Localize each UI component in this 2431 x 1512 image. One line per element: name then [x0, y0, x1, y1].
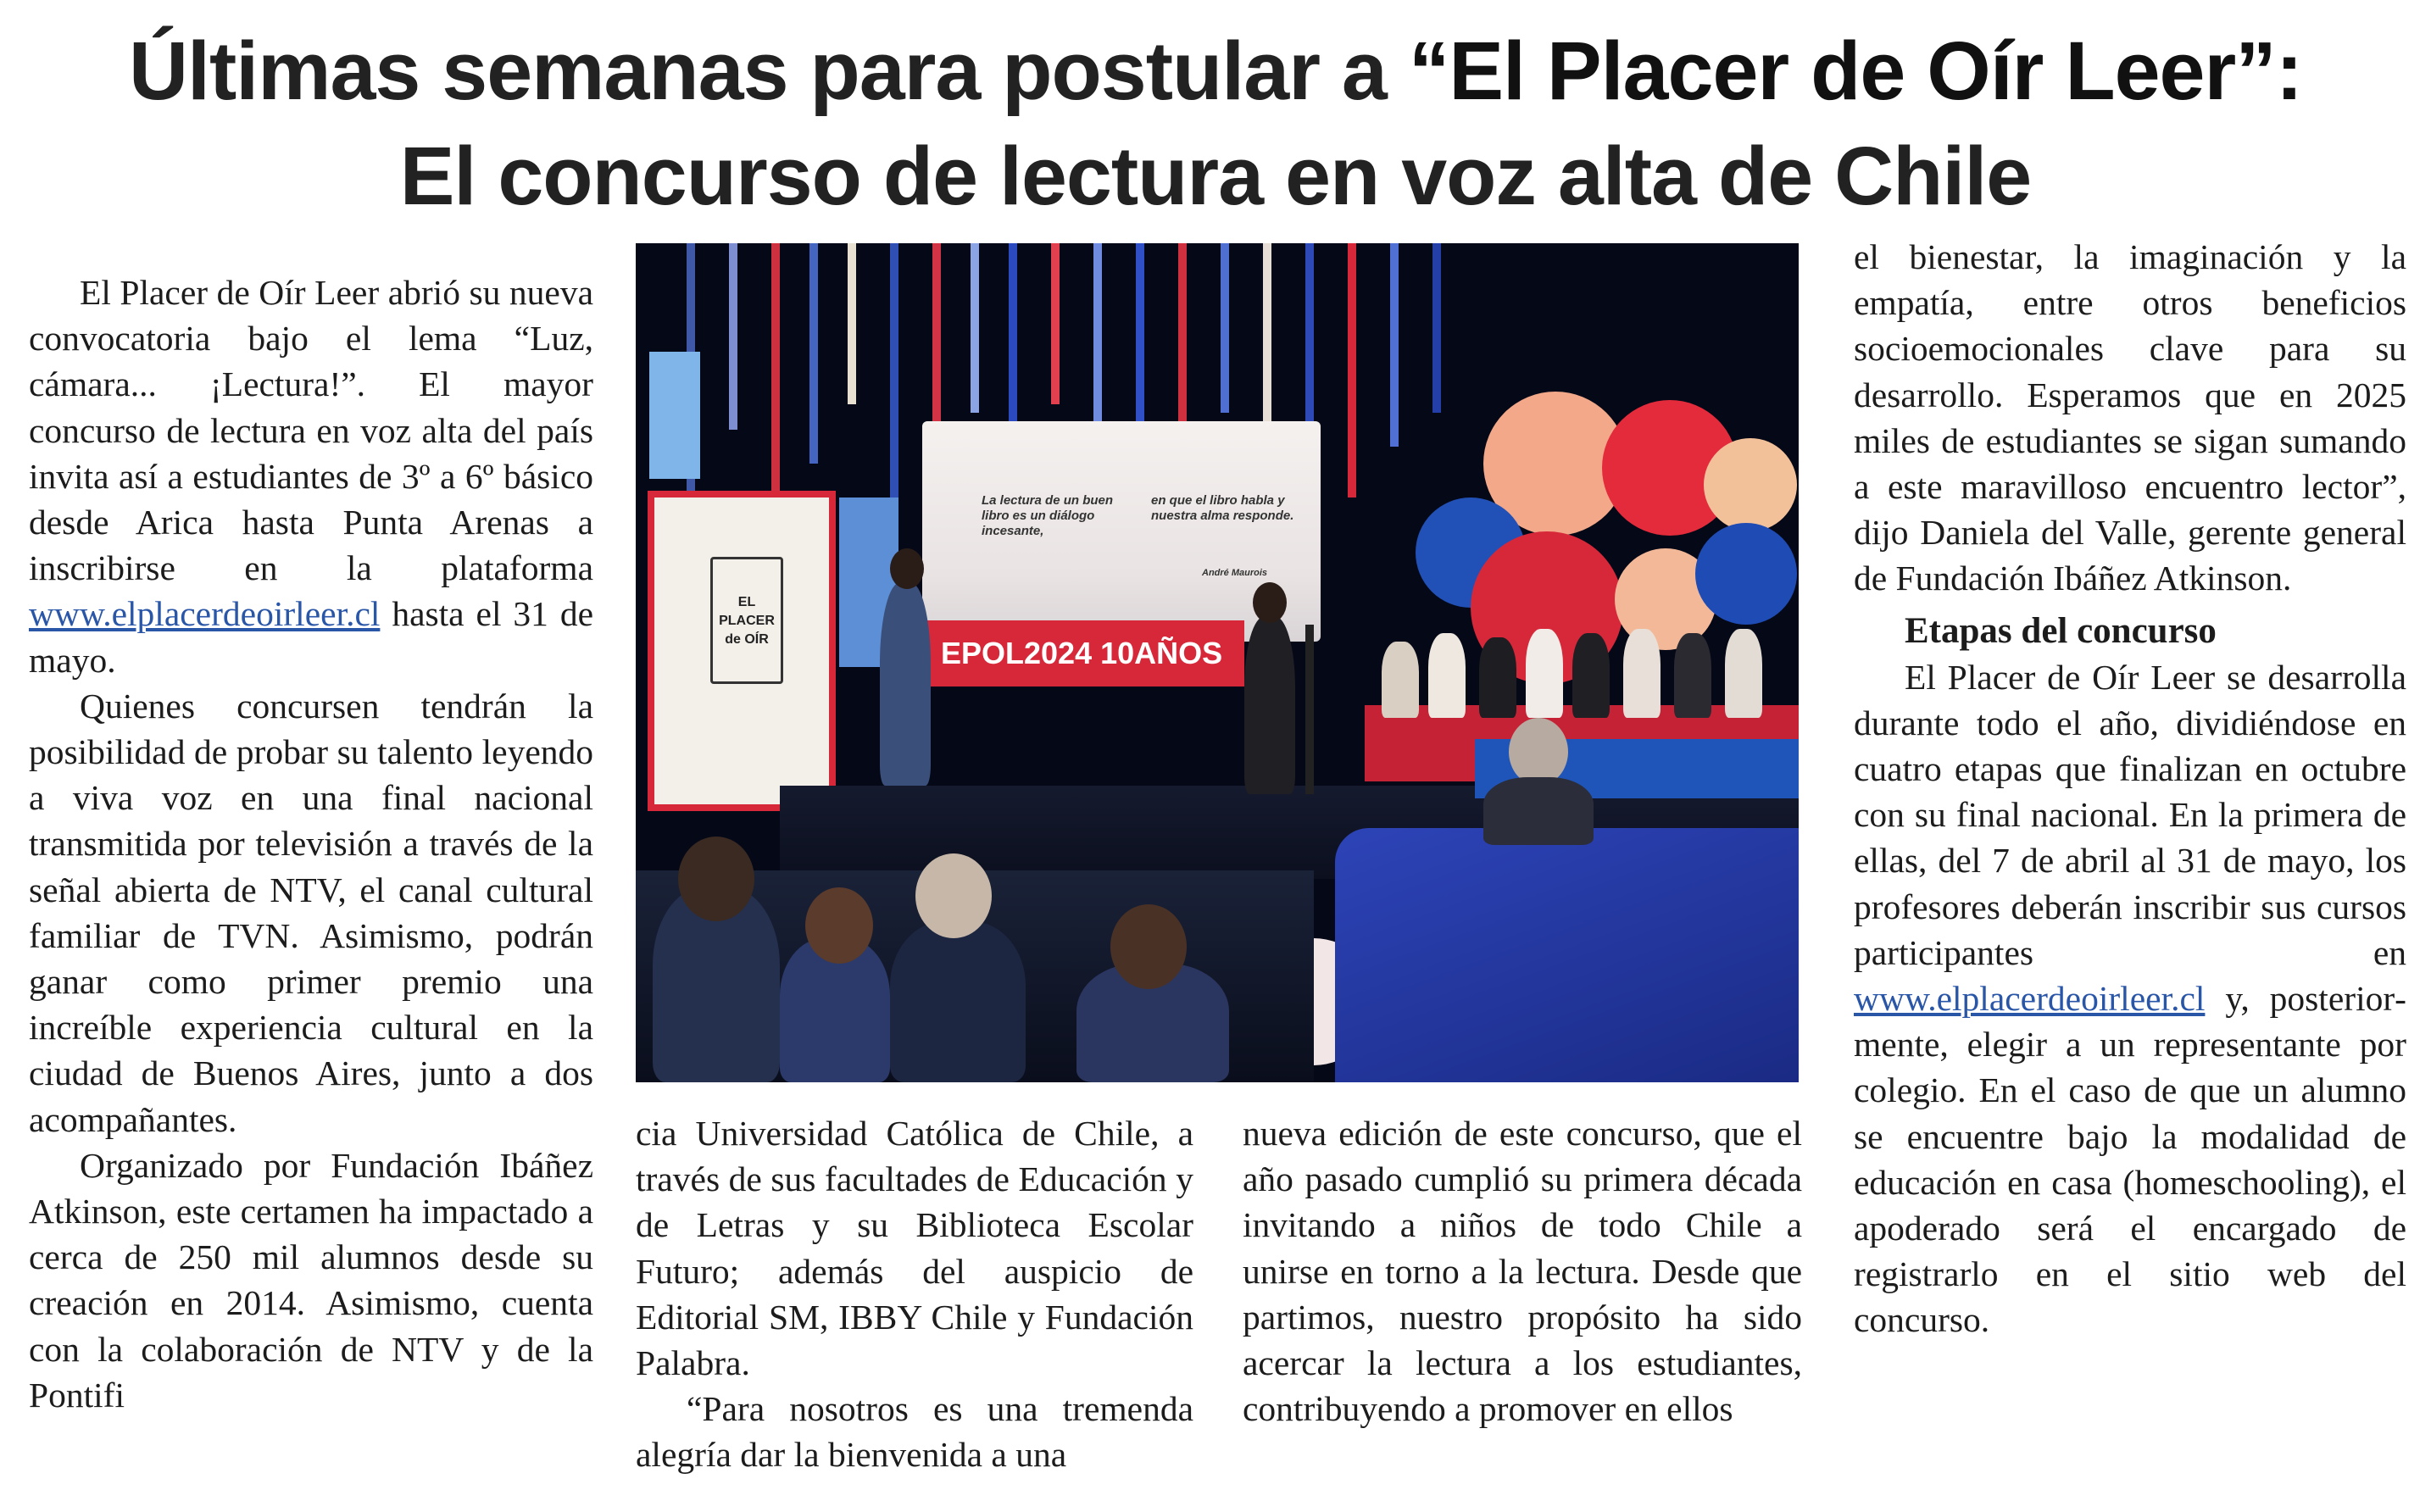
reader-student: [1244, 616, 1295, 794]
audience-head: [805, 887, 873, 964]
seated-student: [1479, 637, 1516, 718]
light-bar: [1305, 243, 1314, 438]
paragraph: “Para nosotros es una tremenda alegría dar la bienvenida a una: [636, 1389, 1193, 1475]
paragraph: Quienes concursen tendrán la posibilidad de probar su talento leyendo a viva voz en una final nacional transmitida por televisión a través de la señal abierta de NTV, el canal cultural familiar de TVN. Asimismo, podrán ganar como primer premio una increíble experiencia cultural en la ciudad de Buenos Aires, junto a dos acompañantes.: [29, 686, 593, 1139]
light-bar: [1051, 243, 1060, 404]
contest-stage-photo: [636, 243, 1799, 1082]
headline-line-2: El concurso de lectura en voz alta de Chile: [399, 130, 2032, 222]
paragraph-text: hasta el 31 de mayo.: [29, 594, 593, 680]
microphone-stand: [1305, 625, 1314, 794]
seated-student: [1572, 633, 1610, 718]
banner-quote-left: La lectura de un buen libro es un diálogo incesante,: [982, 493, 1114, 538]
headline-line-1: [25, 19, 2406, 124]
column-1: [29, 270, 593, 1418]
event-banner: EPOL2024 10AÑOS: [922, 620, 1244, 687]
paragraph: cia Universidad Católica de Chile, a través de sus facultades de Educación y de Letras y su Biblioteca Escolar Futuro; además del auspicio de Editorial SM, IBBY Chile y Fundación Palabra.: [636, 1114, 1193, 1383]
light-bar: [932, 243, 941, 438]
light-bar: [1093, 243, 1102, 438]
light-bar: [771, 243, 780, 531]
website-link[interactable]: www.elplacerdeoirleer.cl: [29, 594, 381, 634]
light-bar: [729, 243, 737, 430]
seated-student: [1674, 633, 1711, 718]
light-bar: [1221, 243, 1229, 413]
seated-student: [1382, 642, 1419, 718]
light-bar: [1432, 243, 1441, 413]
decor-balloon: [1695, 523, 1797, 625]
audience-head: [915, 853, 992, 938]
audience-head: [678, 837, 754, 921]
presenter-head: [890, 548, 924, 589]
contest-sign: [648, 491, 836, 811]
presenter: [880, 582, 931, 786]
column-3: [1243, 1110, 1802, 1431]
light-panel: [649, 352, 700, 479]
seated-student: [1623, 629, 1661, 718]
light-bar: [809, 243, 818, 464]
paragraph-text: El Placer de Oír Leer abrió su nueva convocatoria bajo el lema “Luz, cámara... ¡Lectura!”. El mayor concurso de lectura en voz alta del país invita así a estudiantes de 3º a 6º básico desde Arica hasta Punta Arenas a inscribirse en la plataforma: [29, 273, 593, 588]
headline-line-1-plain: Últimas semanas para postular a: [128, 25, 1409, 117]
paragraph-text: y, posteriormente, elegir a un representante por colegio. En el caso de que un alumno se encuentre bajo la modalidad de educación en casa (homeschooling), el apoderado será el encargado de registrarlo en el sitio web del concurso.: [1854, 979, 2406, 1340]
paragraph: [1854, 654, 2406, 1343]
paragraph: [29, 270, 593, 683]
seated-student: [1526, 629, 1563, 718]
headline-line-1-title: “El Placer de Oír Leer”:: [1408, 25, 2303, 117]
light-bar: [1390, 243, 1399, 447]
website-link[interactable]: www.elplacerdeoirleer.cl: [1854, 979, 2206, 1019]
section-heading: Etapas del concurso: [1905, 610, 2217, 651]
reader-head: [1253, 582, 1287, 623]
light-bar: [848, 243, 856, 404]
column-4: [1854, 234, 2406, 1343]
audience-head: [1509, 718, 1568, 786]
decor-balloon: [1704, 438, 1797, 531]
audience-member: [1483, 777, 1594, 845]
paragraph: nueva edición de este concurso, que el año pasado cumplió su primera década invitando a niños de todo Chile a unirse en torno a la lectura. Desde que partimos, nuestro propósito ha sido acercar la lectura a los estudiantes, contribuyendo a promover en ellos: [1243, 1114, 1802, 1429]
banner-quote-right: en que el libro habla y nuestra alma responde.: [1151, 493, 1294, 523]
light-bar: [1136, 243, 1144, 421]
light-bar: [971, 243, 979, 413]
paragraph: Organizado por Fundación Ibáñez Atkinson, este certamen ha impactado a cerca de 250 mil alumnos desde su creación en 2014. Asimismo, cuenta con la colaboración de NTV y de la Pontifi: [29, 1145, 593, 1415]
light-bar: [1348, 243, 1356, 498]
book-logo: EL PLACER de OÍR: [710, 557, 783, 684]
light-bar: [1178, 243, 1187, 447]
audience-member: [890, 921, 1026, 1082]
headline: [25, 19, 2406, 229]
seated-student: [1725, 629, 1762, 718]
column-2: [636, 1110, 1193, 1478]
light-bar: [890, 243, 898, 498]
paragraph: el bienestar, la imaginación y la empatía, entre otros beneficios socioemocionales clave para su desarrollo. Esperamos que en 2025 miles de estudiantes se sigan sumando a este maravilloso encuentro lector”, dijo Daniela del Valle, gerente general de Fundación Ibáñez Atkinson.: [1854, 237, 2406, 598]
audience-head: [1110, 904, 1187, 989]
banner-author: André Maurois: [1202, 568, 1268, 578]
paragraph-text: El Placer de Oír Leer se desarrolla durante todo el año, dividiéndose en cuatro etapas que finalizan en octubre con su final nacional. En la primera de ellas, del 7 de abril al 31 de mayo, los profesores deberán inscribir sus cursos participantes en: [1854, 657, 2406, 972]
audience-chair: [1335, 828, 1799, 1082]
seated-student: [1428, 633, 1466, 718]
